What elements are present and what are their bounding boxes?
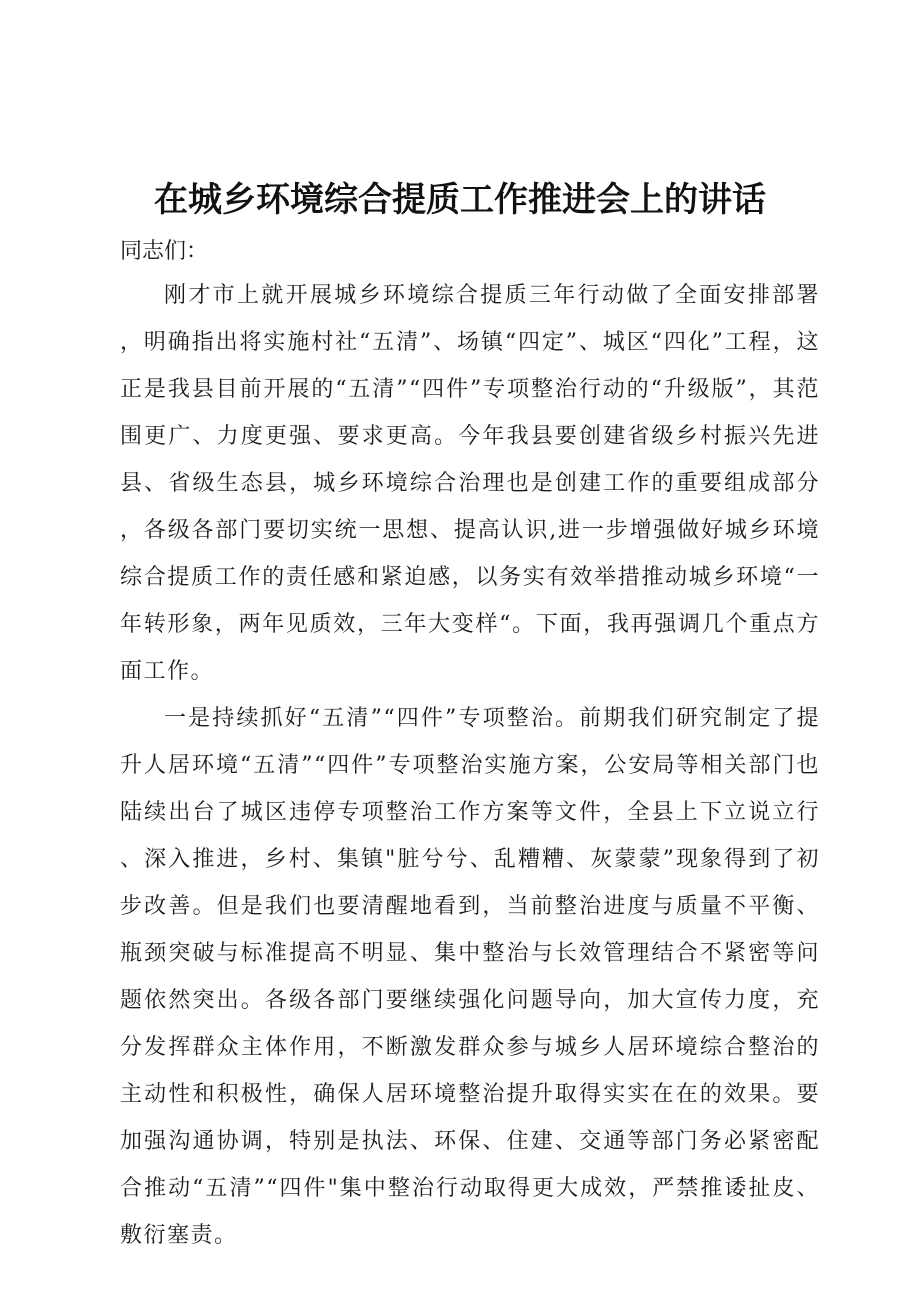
- greeting: 同志们：: [120, 239, 209, 264]
- paragraph-point-one: 一是持续抓好“五清”“四件”专项整治。前期我们研究制定了提升人居环境“五清”“四件”专项整治实施方案，公安局等相关部门也陆续出台了城区违停专项整治工作方案等文件，全县上下立说立行、深入推进，乡村、集镇"脏兮兮、乱糟糟、灰蒙蒙”现象得到了初步改善。但是我们也要清醒地看到，当前整治进度与质量不平衡、瓶颈突破与标准提高不明显、集中整治与长效管理结合不紧密等问题依然突出。各级各部门要继续强化问题导向，加大宣传力度，充分发挥群众主体作用，不断激发群众参与城乡人居环境综合整治的主动性和积极性，确保人居环境整治提升取得实实在在的效果。要加强沟通协调，特别是执法、环保、住建、交通等部门务必紧密配合推动“五清”“四件"集中整治行动取得更大成效，严禁推诿扯皮、敷衍塞责。: [120, 706, 820, 1248]
- paragraph-intro: 刚才市上就开展城乡环境综合提质三年行动做了全面安排部署，明确指出将实施村社“五清”、场镇“四定”、城区“四化”工程，这正是我县目前开展的“五清”“四件”专项整治行动的“升级版”，其范围更广、力度更强、要求更高。今年我县要创建省级乡村振兴先进县、省级生态县，城乡环境综合治理也是创建工作的重要组成部分，各级各部门要切实统一思想、提高认识,进一步增强做好城乡环境综合提质工作的责任感和紧迫感，以务实有效举措推动城乡环境“一年转形象，两年见质效，三年大变样“。下面，我再强调几个重点方面工作。: [120, 283, 820, 684]
- document-title: 在城乡环境综合提质工作推进会上的讲话: [154, 180, 766, 220]
- document-body: [120, 272, 820, 1259]
